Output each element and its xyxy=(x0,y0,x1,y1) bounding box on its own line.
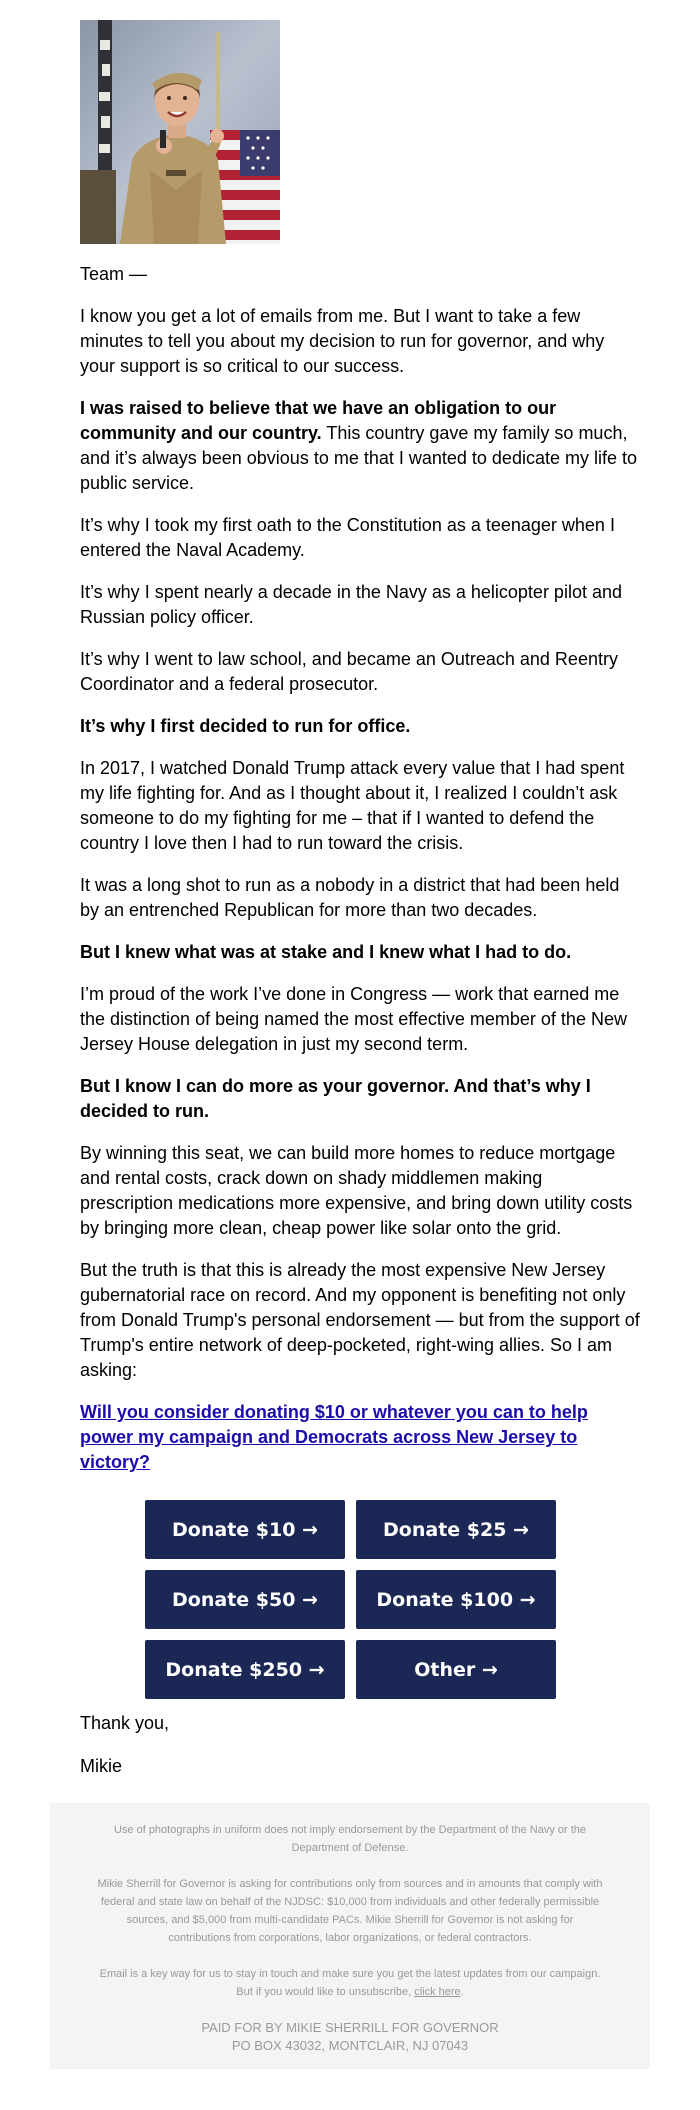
cta-paragraph xyxy=(80,1400,640,1475)
donate-250-button[interactable]: Donate $250 → xyxy=(145,1640,345,1699)
paragraph-policy: By winning this seat, we can build more homes to reduce mortgage and rental costs, crack down on shady middlemen making prescription medications more expensive, and bring down utility costs by bringing more clean, cheap power like solar onto the grid. xyxy=(80,1143,633,1238)
paragraph-law-school: It’s why I went to law school, and became an Outreach and Reentry Coordinator and a federal prosecutor. xyxy=(80,649,618,694)
paragraph-stakes xyxy=(80,940,640,965)
sign-off-block xyxy=(80,1711,640,1779)
donate-cta-link[interactable]: Will you consider donating $10 or whatever you can to help power my campaign and Democrats across New Jersey to victory? xyxy=(80,1402,588,1472)
paragraph-governor-bold: But I know I can do more as your governor. And that’s why I decided to run. xyxy=(80,1076,591,1121)
donate-100-button[interactable]: Donate $100 → xyxy=(356,1570,556,1629)
signature: Mikie xyxy=(80,1756,123,1776)
footer-email-note xyxy=(95,1965,605,2001)
donate-50-button[interactable]: Donate $50 → xyxy=(145,1570,345,1629)
paragraph-opponent: But the truth is that this is already the most expensive New Jersey gubernatorial race on record. And my opponent is benefiting not only from Donald Trump's personal endorsement — but from the support of Trump's entire network of deep-pocketed, right-wing allies. So I am asking: xyxy=(80,1260,640,1380)
footer-address: PO BOX 43032, MONTCLAIR, NJ 07043 xyxy=(231,2038,469,2053)
donate-25-button[interactable]: Donate $25 → xyxy=(356,1500,556,1559)
unsubscribe-link[interactable]: click here xyxy=(414,1986,461,1998)
email-content xyxy=(80,20,640,1475)
email-body xyxy=(0,20,700,2069)
paragraph-obligation-bold: I was raised to believe that we have an obligation to our community and our country. xyxy=(80,398,557,443)
footer-email-note-text: Email is a key way for us to stay in touch and make sure you get the latest updates from our campaign. xyxy=(99,1968,601,1980)
paragraph-navy: It’s why I spent nearly a decade in the Navy as a helicopter pilot and Russian policy officer. xyxy=(80,582,622,627)
footer-contribution-disclaimer: Mikie Sherrill for Governor is asking for contributions only from sources and in amounts that comply with federal and state law on behalf of the NJDSC: $10,000 from individuals and other federally permissible sources, and $5,000 from multi-candidate PACs. Mikie Sherrill for Governor is not asking for contributions from corporations, labor organizations, or federal contractors. xyxy=(97,1878,603,1944)
email-footer xyxy=(50,1803,650,2069)
paragraph-long-shot: It was a long shot to run as a nobody in a district that had been held by an entrenched Republican for more than two decades. xyxy=(80,875,620,920)
paragraph-congress: I’m proud of the work I’ve done in Congress — work that earned me the distinction of being named the most effective member of the New Jersey House delegation in just my second term. xyxy=(80,984,627,1054)
paragraph-governor xyxy=(80,1074,640,1124)
greeting: Team — xyxy=(80,264,148,284)
paragraph-run-for-office-bold: It’s why I first decided to run for office. xyxy=(80,716,411,736)
paragraph-run-for-office xyxy=(80,714,640,739)
donate-other-button[interactable]: Other → xyxy=(356,1640,556,1699)
candidate-photo xyxy=(80,20,280,244)
footer-uniform-disclaimer: Use of photographs in uniform does not imply endorsement by the Department of the Navy or the Department of Defense. xyxy=(113,1824,587,1854)
donate-10-button[interactable]: Donate $10 → xyxy=(145,1500,345,1559)
sign-off: Thank you, xyxy=(80,1713,170,1733)
paragraph-obligation xyxy=(80,396,640,496)
paragraph-stakes-bold: But I knew what was at stake and I knew what I had to do. xyxy=(80,942,572,962)
paragraph-obligation-rest: This country gave my family so much, and it’s always been obvious to me that I wanted to dedicate my life to public service. xyxy=(80,423,637,493)
footer-unsubscribe-prefix: But if you would like to unsubscribe, xyxy=(236,1986,415,1998)
paragraph-intro: I know you get a lot of emails from me. But I want to take a few minutes to tell you about my decision to run for governor, and why your support is so critical to our success. xyxy=(80,306,605,376)
donate-button-grid xyxy=(145,1500,555,1699)
paragraph-2017: In 2017, I watched Donald Trump attack every value that I had spent my life fighting for. And as I thought about it, I realized I couldn’t ask someone to do my fighting for me – that if I wanted to defend the country I love then I had to run toward the crisis. xyxy=(80,758,625,853)
paragraph-oath: It’s why I took my first oath to the Constitution as a teenager when I entered the Naval Academy. xyxy=(80,515,615,560)
footer-unsubscribe-suffix: . xyxy=(460,1986,464,1998)
footer-paid-for: PAID FOR BY MIKIE SHERRILL FOR GOVERNOR xyxy=(201,2020,499,2035)
